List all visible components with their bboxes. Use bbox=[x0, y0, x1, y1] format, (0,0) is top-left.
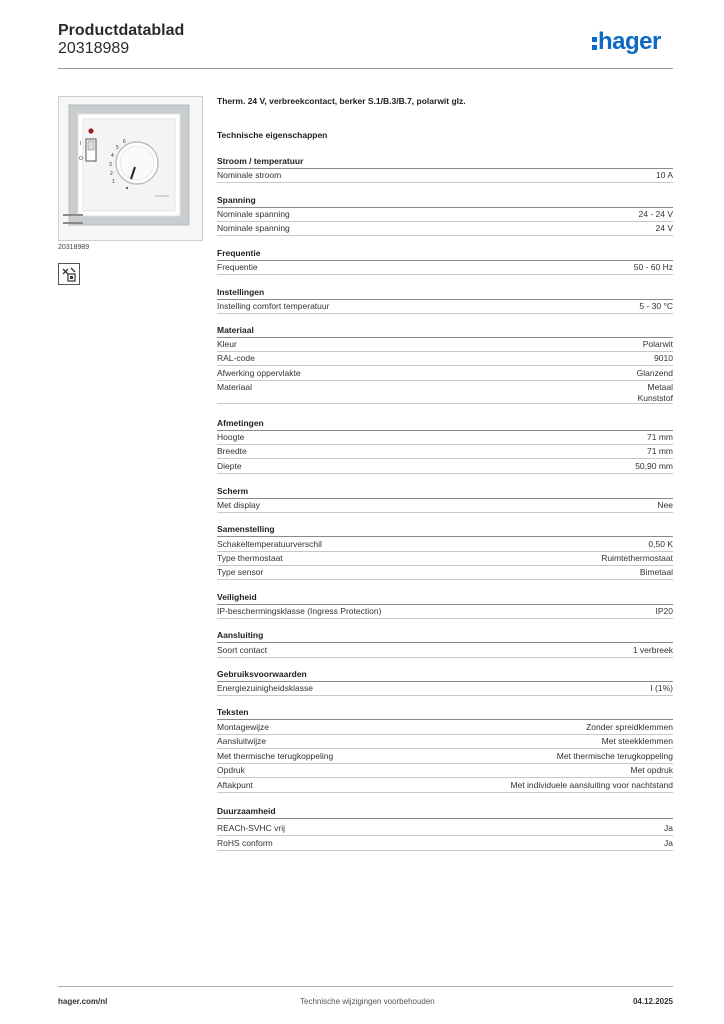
spec-label: Schakeltemperatuurverschil bbox=[217, 539, 322, 549]
spec-label: Opdruk bbox=[217, 765, 245, 775]
spec-row bbox=[217, 222, 673, 236]
section-title: Scherm bbox=[217, 486, 673, 499]
spec-label: Nominale spanning bbox=[217, 209, 290, 219]
spec-value: Bimetaal bbox=[639, 567, 673, 577]
spec-value: Ja bbox=[664, 823, 673, 833]
spec-row bbox=[217, 460, 673, 474]
spec-row bbox=[217, 300, 673, 314]
spec-label: Type sensor bbox=[217, 567, 264, 577]
spec-label: Soort contact bbox=[217, 645, 268, 655]
spec-label: REACh-SVHC vrij bbox=[217, 823, 286, 833]
section-title: Instellingen bbox=[217, 287, 673, 300]
spec-value: I (1%) bbox=[650, 683, 673, 693]
switch-label-on: I bbox=[80, 141, 82, 147]
spec-label: Energiezuinigheidsklasse bbox=[217, 683, 313, 693]
spec-row bbox=[217, 566, 673, 580]
spec-label: Materiaal bbox=[217, 382, 252, 392]
spec-value: 9010 bbox=[654, 353, 673, 363]
dial-number-5: 5 bbox=[116, 145, 119, 151]
spec-value: 50,90 mm bbox=[635, 461, 673, 471]
spec-value: Ruimtethermostaat bbox=[601, 553, 673, 563]
dial-number-4: 4 bbox=[111, 153, 114, 159]
spec-label: Nominale spanning bbox=[217, 223, 290, 233]
spec-value: 10 A bbox=[655, 170, 673, 180]
spec-row bbox=[217, 721, 673, 735]
dial-number-2: 2 bbox=[110, 171, 113, 177]
switch-label-off: O bbox=[79, 156, 83, 162]
dial-number-6: 6 bbox=[123, 139, 126, 145]
spec-row bbox=[217, 822, 673, 836]
spec-value bbox=[638, 382, 673, 404]
spec-label: Afwerking oppervlakte bbox=[217, 368, 301, 378]
spec-row bbox=[217, 381, 673, 404]
footer-divider bbox=[58, 986, 673, 987]
spec-value: Met opdruk bbox=[630, 765, 673, 775]
section-title: Stroom / temperatuur bbox=[217, 156, 673, 169]
product-description: Therm. 24 V, verbreekcontact, berker S.1/B.3/B.7, polarwit glz. bbox=[217, 96, 466, 106]
spec-value: 24 - 24 V bbox=[638, 209, 673, 219]
spec-label: Montagewijze bbox=[217, 722, 269, 732]
hager-logo bbox=[592, 28, 661, 56]
spec-value: 5 - 30 °C bbox=[639, 301, 673, 311]
section-title: Spanning bbox=[217, 195, 673, 208]
logo-dots-icon bbox=[592, 34, 597, 52]
footer-disclaimer: Technische wijzigingen voorbehouden bbox=[300, 997, 435, 1006]
section-title: Samenstelling bbox=[217, 524, 673, 537]
spec-value: 1 verbreek bbox=[632, 645, 673, 655]
footer-date: 04.12.2025 bbox=[632, 997, 673, 1006]
spec-value: Zonder spreidklemmen bbox=[586, 722, 673, 732]
spec-label: Aansluitwijze bbox=[217, 736, 267, 746]
spec-row bbox=[217, 779, 673, 793]
spec-value-line: Metaal bbox=[647, 382, 673, 392]
spec-value: 24 V bbox=[655, 223, 673, 233]
spec-value: Nee bbox=[657, 500, 673, 510]
spec-value: 71 mm bbox=[647, 446, 673, 456]
spec-row bbox=[217, 605, 673, 619]
spec-label: Frequentie bbox=[217, 262, 258, 272]
section-title: Afmetingen bbox=[217, 418, 673, 431]
technical-properties-heading: Technische eigenschappen bbox=[217, 130, 328, 140]
spec-label: Hoogte bbox=[217, 432, 245, 442]
dial-number-1: 1 bbox=[112, 179, 115, 185]
spec-label: Type thermostaat bbox=[217, 553, 283, 563]
section-title: Veiligheid bbox=[217, 592, 673, 605]
spec-row bbox=[217, 552, 673, 566]
spec-value: Met steekklemmen bbox=[601, 736, 673, 746]
footer-website[interactable]: hager.com/nl bbox=[58, 997, 108, 1006]
spec-row bbox=[217, 338, 673, 352]
product-image bbox=[58, 96, 203, 241]
spec-value: Met thermische terugkoppeling bbox=[556, 751, 673, 761]
spec-row bbox=[217, 352, 673, 366]
spec-row bbox=[217, 682, 673, 696]
spec-value: 0,50 K bbox=[648, 539, 673, 549]
spec-row bbox=[217, 750, 673, 764]
spec-row bbox=[217, 208, 673, 222]
spec-label: Aftakpunt bbox=[217, 780, 253, 790]
spec-label: IP-beschermingsklasse (Ingress Protection) bbox=[217, 606, 382, 616]
spec-value-line: Kunststof bbox=[637, 393, 673, 403]
section-title: Frequentie bbox=[217, 248, 673, 261]
spec-row bbox=[217, 837, 673, 851]
spec-value: 71 mm bbox=[647, 432, 673, 442]
spec-value: 50 - 60 Hz bbox=[633, 262, 673, 272]
page-title: Productdatablad bbox=[58, 22, 185, 39]
spec-row bbox=[217, 431, 673, 445]
spec-row bbox=[217, 538, 673, 552]
spec-value: Ja bbox=[664, 838, 673, 848]
spec-row bbox=[217, 445, 673, 459]
spec-label: RoHS conform bbox=[217, 838, 273, 848]
spec-label: Met thermische terugkoppeling bbox=[217, 751, 334, 761]
spec-value: IP20 bbox=[655, 606, 673, 616]
logo-text: hager bbox=[598, 28, 661, 55]
section-title: Teksten bbox=[217, 707, 673, 720]
section-title: Aansluiting bbox=[217, 630, 673, 643]
spec-label: Breedte bbox=[217, 446, 247, 456]
spec-row bbox=[217, 644, 673, 658]
article-number: 20318989 bbox=[58, 40, 130, 57]
spec-row bbox=[217, 764, 673, 778]
spec-row bbox=[217, 169, 673, 183]
spec-label: Met display bbox=[217, 500, 260, 510]
spec-value: Met individuele aansluiting voor nachtstand bbox=[510, 780, 673, 790]
image-caption: 20318989 bbox=[58, 244, 90, 251]
installation-pictogram-icon bbox=[58, 263, 80, 285]
spec-label: Instelling comfort temperatuur bbox=[217, 301, 330, 311]
spec-row bbox=[217, 367, 673, 381]
thermostat-picture bbox=[59, 97, 202, 240]
section-title: Duurzaamheid bbox=[217, 806, 673, 819]
spec-label: RAL-code bbox=[217, 353, 255, 363]
header-divider bbox=[58, 68, 673, 69]
section-title: Materiaal bbox=[217, 325, 673, 338]
spec-label: Nominale stroom bbox=[217, 170, 282, 180]
spec-value: Polarwit bbox=[642, 339, 673, 349]
dial-number-3: 3 bbox=[109, 162, 112, 168]
spec-label: Diepte bbox=[217, 461, 242, 471]
spec-label: Kleur bbox=[217, 339, 237, 349]
spec-row bbox=[217, 261, 673, 275]
spec-value: Glanzend bbox=[636, 368, 673, 378]
spec-row bbox=[217, 499, 673, 513]
section-title: Gebruiksvoorwaarden bbox=[217, 669, 673, 682]
spec-row bbox=[217, 735, 673, 749]
